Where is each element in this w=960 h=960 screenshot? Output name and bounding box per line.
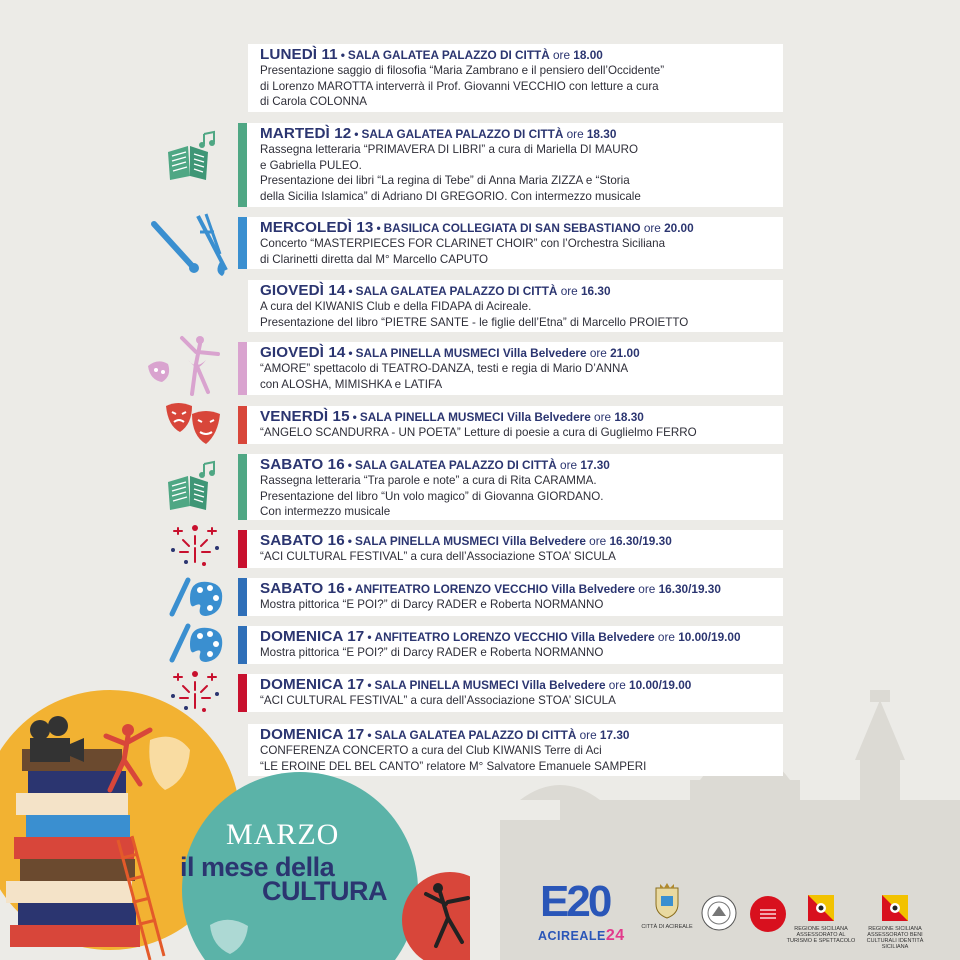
region-culture-caption: REGIONE SICILIANA ASSESSORATO BENI CULTURALI IDENTITÀ SICILIANA: [866, 926, 924, 950]
event-day: SABATO 16: [260, 580, 345, 597]
event-day: DOMENICA 17: [260, 628, 365, 645]
event-card: SABATO 16 • ANFITEATRO LORENZO VECCHIO Villa Belvedere ore 16.30/19.30 Mostra pittorica “E POI?” di Darcy RADER e Roberta NORMANNO: [238, 578, 783, 616]
event-venue: SALA GALATEA PALAZZO DI CITTÀ: [355, 284, 558, 298]
event-day: LUNEDÌ 11: [260, 46, 338, 63]
event-time: 10.00/19.00: [629, 678, 692, 692]
event-day: DOMENICA 17: [260, 726, 365, 743]
event-time: 20.00: [664, 221, 694, 235]
event-venue: SALA PINELLA MUSMECI Villa Belvedere: [354, 534, 586, 548]
ballerina-mask-icon: [144, 330, 224, 396]
event-card: DOMENICA 17 • SALA PINELLA MUSMECI Villa Belvedere ore 10.00/19.00 “ACI CULTURAL FESTIVAL” a cura dell’Associazione STOA’ SICULA: [238, 674, 783, 712]
event-venue: SALA GALATEA PALAZZO DI CITTÀ: [374, 728, 577, 742]
event-description: con ALOSHA, MIMISHKA e LATIFA: [260, 377, 443, 391]
event-venue: SALA GALATEA PALAZZO DI CITTÀ: [347, 48, 550, 62]
event-venue: SALA PINELLA MUSMECI Villa Belvedere: [355, 346, 587, 360]
event-card: SABATO 16 • SALA PINELLA MUSMECI Villa Belvedere ore 16.30/19.30 “ACI CULTURAL FESTIVAL” a cura dell’Associazione STOA’ SICULA: [238, 530, 783, 568]
event-card: GIOVEDÌ 14 • SALA GALATEA PALAZZO DI CITTÀ ore 16.30 A cura del KIWANIS Club e della FIDAPA di Acireale. Presentazione del libro “PIETRE SANTE - le figlie dell’Etna” di Marcello PROIETTO: [248, 280, 783, 332]
event-card: MERCOLEDÌ 13 • BASILICA COLLEGIATA DI SAN SEBASTIANO ore 20.00 Concerto “MASTERPIECES FOR CLARINET CHOIR” con l’Orchestra Siciliana di Clarinetti diretta dal M° Marcello CAPUTO: [238, 217, 783, 269]
event-description: Mostra pittorica “E POI?” di Darcy RADER e Roberta NORMANNO: [260, 598, 604, 612]
event-description: CONFERENZA CONCERTO a cura del Club KIWANIS Terre di Aci: [260, 744, 602, 758]
event-description: della Sicilia Islamica” di Adriano DI GREGORIO. Con intermezzo musicale: [260, 189, 641, 203]
event-venue: SALA PINELLA MUSMECI Villa Belvedere: [359, 410, 591, 424]
event-card: DOMENICA 17 • ANFITEATRO LORENZO VECCHIO Villa Belvedere ore 10.00/19.00 Mostra pittorica “E POI?” di Darcy RADER e Roberta NORMANNO: [238, 626, 783, 664]
event-day: MARTEDÌ 12: [260, 125, 352, 142]
event-card: LUNEDÌ 11 • SALA GALATEA PALAZZO DI CITTÀ ore 18.00 Presentazione saggio di filosofia “Maria Zambrano e il pensiero dell’Occidente” di Lorenzo MAROTTA interverrà il Prof. Giovanni VECCHIO con letture a cura di Carola COLONNA: [248, 44, 783, 112]
event-card: VENERDÌ 15 • SALA PINELLA MUSMECI Villa Belvedere ore 18.30 “ANGELO SCANDURRA - UN POETA” Letture di poesie a cura di Guglielmo FERRO: [238, 406, 783, 444]
event-card: DOMENICA 17 • SALA GALATEA PALAZZO DI CITTÀ ore 17.30 CONFERENZA CONCERTO a cura del Club KIWANIS Terre di Aci “LE EROINE DEL BEL CANTO” relatore M° Salvatore Emanuele SAMPERI: [248, 724, 783, 776]
event-day: GIOVEDÌ 14: [260, 282, 346, 299]
event-description: Presentazione del libro “PIETRE SANTE - le figlie dell’Etna” di Marcello PROIETTO: [260, 315, 689, 329]
event-description: e Gabriella PULEO.: [260, 158, 362, 172]
tagline-culture: CULTURA: [262, 876, 387, 906]
event-description: Rassegna letteraria “Tra parole e note” a cura di Rita CARAMMA.: [260, 474, 597, 488]
event-venue: ANFITEATRO LORENZO VECCHIO Villa Belvedere: [354, 582, 636, 596]
event-description: Mostra pittorica “E POI?” di Darcy RADER e Roberta NORMANNO: [260, 646, 604, 660]
region-sicily-tourism-logo: [806, 893, 836, 923]
event-description: Presentazione saggio di filosofia “Maria Zambrano e il pensiero dell’Occidente”: [260, 64, 665, 78]
event-description: “AMORE” spettacolo di TEATRO-DANZA, testi e regia di Mario D’ANNA: [260, 362, 629, 376]
event-description: di Carola COLONNA: [260, 95, 367, 109]
event-time: 18.30: [586, 127, 617, 141]
event-day: DOMENICA 17: [260, 676, 365, 693]
palette-icon: [168, 574, 224, 620]
event-description: “ANGELO SCANDURRA - UN POETA” Letture di poesie a cura di Guglielmo FERRO: [260, 426, 697, 440]
event-day: SABATO 16: [260, 456, 345, 473]
event-time: 16.30/19.30: [609, 534, 672, 548]
event-description: Concerto “MASTERPIECES FOR CLARINET CHOIR” con l’Orchestra Siciliana: [260, 237, 666, 251]
event-description: “ACI CULTURAL FESTIVAL” a cura dell’Associazione STOA’ SICULA: [260, 694, 616, 708]
event-day: GIOVEDÌ 14: [260, 344, 346, 361]
fireworks-icon: [168, 522, 222, 568]
event-description: “ACI CULTURAL FESTIVAL” a cura dell’Associazione STOA’ SICULA: [260, 550, 616, 564]
theatre-masks-icon: [162, 398, 224, 450]
event-day: SABATO 16: [260, 532, 345, 549]
event-description: Con intermezzo musicale: [260, 505, 391, 519]
region-sicily-culture-logo: [880, 893, 910, 923]
event-venue: SALA GALATEA PALAZZO DI CITTÀ: [361, 127, 564, 141]
event-card: MARTEDÌ 12 • SALA GALATEA PALAZZO DI CITTÀ ore 18.30 Rassegna letteraria “PRIMAVERA DI LIBRI” a cura di Mariella DI MAURO e Gabriella PULEO. Presentazione dei libri “La regina di Tebe” di Anna Maria ZIZZA e “Storia della Sicilia Islamica” di Adriano DI GREGORIO. Con intermezzo musicale: [238, 123, 783, 207]
event-time: 18.00: [573, 48, 603, 62]
region-tourism-caption: REGIONE SICILIANA ASSESSORATO AL TURISMO E SPETTACOLO: [786, 926, 856, 944]
event-time: 16.30: [580, 284, 611, 298]
book-music-icon: [164, 460, 220, 512]
event-description: “LE EROINE DEL BEL CANTO” relatore M° Salvatore Emanuele SAMPERI: [260, 759, 647, 773]
event-venue: ANFITEATRO LORENZO VECCHIO Villa Belvedere: [374, 630, 655, 644]
event-description: di Lorenzo MAROTTA interverrà il Prof. Giovanni VECCHIO con letture a cura: [260, 79, 659, 93]
event-day: MERCOLEDÌ 13: [260, 219, 374, 236]
event-card: SABATO 16 • SALA GALATEA PALAZZO DI CITTÀ ore 17.30 Rassegna letteraria “Tra parole e note” a cura di Rita CARAMMA. Presentazione del libro “Un volo magico” di Giovanna GIORDANO. Con intermezzo musicale: [238, 454, 783, 520]
book-music-icon: [164, 130, 220, 182]
e20-logo: E20: [540, 877, 610, 926]
event-venue: SALA PINELLA MUSMECI Villa Belvedere: [374, 678, 606, 692]
clarinet-trombone-icon: [150, 210, 230, 278]
tagline: il mese della: [180, 852, 335, 882]
event-time: 21.00: [610, 346, 640, 360]
event-time: 10.00/19.00: [678, 630, 741, 644]
event-venue: SALA GALATEA PALAZZO DI CITTÀ: [354, 458, 557, 472]
event-venue: BASILICA COLLEGIATA DI SAN SEBASTIANO: [383, 221, 641, 235]
event-card: GIOVEDÌ 14 • SALA PINELLA MUSMECI Villa Belvedere ore 21.00 “AMORE” spettacolo di TEATRO-DANZA, testi e regia di Mario D’ANNA con ALOSHA, MIMISHKA e LATIFA: [238, 342, 783, 395]
city-crest-logo: [652, 882, 682, 920]
event-time: 17.30: [599, 728, 630, 742]
event-description: Presentazione dei libri “La regina di Tebe” di Anna Maria ZIZZA e “Storia: [260, 174, 630, 188]
month-title: MARZO: [226, 818, 340, 851]
event-day: VENERDÌ 15: [260, 408, 350, 425]
event-time: 18.30: [614, 410, 644, 424]
e20-subtitle: ACIREALE24: [538, 927, 625, 944]
theatre-logo: [748, 894, 788, 934]
event-description: di Clarinetti diretta dal M° Marcello CAPUTO: [260, 252, 488, 266]
circular-seal-logo: [700, 894, 738, 932]
event-time: 17.30: [580, 458, 610, 472]
event-time: 16.30/19.30: [658, 582, 721, 596]
palette-icon: [168, 620, 224, 666]
event-description: Presentazione del libro “Un volo magico” di Giovanna GIORDANO.: [260, 489, 604, 503]
event-description: Rassegna letteraria “PRIMAVERA DI LIBRI” a cura di Mariella DI MAURO: [260, 143, 638, 157]
city-logo-caption: CITTÀ DI ACIREALE: [641, 924, 693, 930]
event-description: A cura del KIWANIS Club e della FIDAPA di Acireale.: [260, 300, 532, 314]
